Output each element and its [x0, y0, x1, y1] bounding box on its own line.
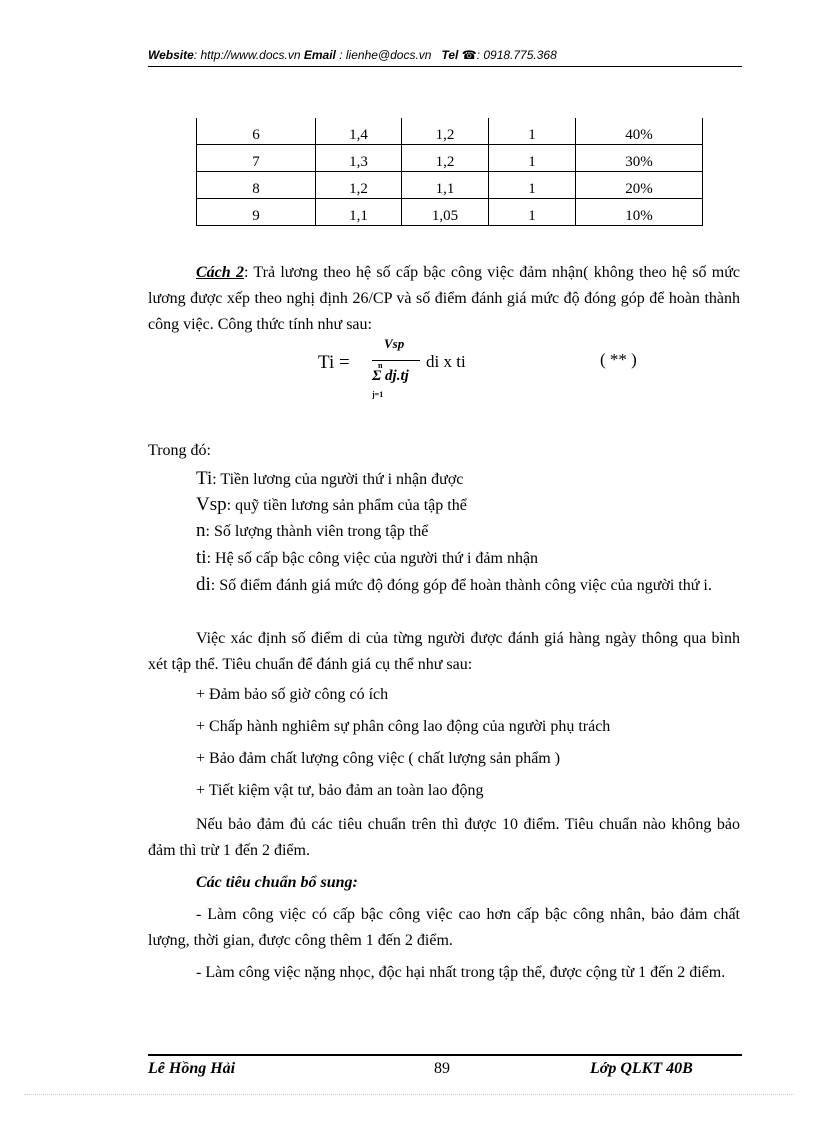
coefficient-table [196, 118, 703, 226]
header-rule [148, 66, 742, 67]
definition-symbol: di [196, 574, 211, 595]
formula-rhs: di x ti [426, 352, 466, 371]
criteria-item: + Đảm bảo số giờ công có ích [196, 686, 389, 703]
table-cell: 30% [576, 145, 703, 172]
table-row [197, 145, 703, 172]
definition-item [196, 545, 538, 572]
table-cell: 1,1 [402, 172, 489, 199]
formula [318, 338, 698, 408]
definition-symbol: Vsp [196, 494, 227, 515]
website-label: Website [148, 48, 194, 62]
definition-symbol: n [196, 520, 206, 541]
definition-text: : quỹ tiền lương sản phẩm của tập thể [226, 497, 467, 514]
method2-paragraph [148, 260, 740, 338]
paragraph-deduction: Nếu bảo đảm đủ các tiêu chuẩn trên thì được 10 điểm. Tiêu chuẩn nào không bảo đảm thì trừ 1 đến 2 điểm. [148, 816, 740, 859]
definition-di [148, 572, 740, 599]
footer-class: Lớp QLKT 40B [590, 1060, 693, 1077]
definition-text: : Tiền lương của người thứ i nhận được [212, 471, 464, 488]
formula-lhs: Ti = [318, 352, 350, 373]
formula-denominator: Σ dj.tj [372, 368, 409, 384]
table-cell: 10% [576, 199, 703, 226]
formula-numerator: Vsp [384, 336, 405, 351]
definition-text: : Hệ số cấp bậc công việc của người thứ i đảm nhận [206, 550, 539, 567]
definition-item [196, 518, 428, 545]
footer-author: Lê Hồng Hải [148, 1060, 236, 1077]
table-cell: 1,4 [316, 118, 402, 145]
tel-label: Tel [441, 48, 459, 62]
email-label: Email [303, 48, 336, 62]
table-cell: 20% [576, 172, 703, 199]
definition-text: : Số lượng thành viên trong tập thể [205, 523, 429, 540]
table-cell: 1 [489, 199, 576, 226]
table-cell: 40% [576, 118, 703, 145]
table-cell: 1,2 [402, 145, 489, 172]
table-cell: 1,05 [402, 199, 489, 226]
definition-symbol: Ti [196, 468, 213, 489]
method2-text: : Trả lương theo hệ số cấp bậc công việc đảm nhận( không theo hệ số mức lương được xếp theo nghị định 26/CP và số điểm đánh giá mức độ đóng góp để hoàn thành công việc. Công thức tính như sau: [148, 264, 741, 333]
footer-rule [148, 1054, 742, 1056]
table-cell: 1,2 [316, 172, 402, 199]
formula-fraction [372, 338, 420, 404]
table-cell: 1 [489, 172, 576, 199]
criteria-item: + Tiết kiệm vật tư, bảo đảm an toàn lao động [196, 782, 484, 799]
table-cell: 7 [197, 145, 316, 172]
page-header [148, 48, 740, 62]
definition-text: : Số điểm đánh giá mức độ đóng góp để hoàn thành công việc của người thứ i. [210, 577, 712, 594]
paragraph-scoring: Việc xác định số điểm di của từng người được đánh giá hàng ngày thông qua bình xét tập thể. Tiêu chuẩn để đánh giá cụ thể như sau: [148, 630, 740, 673]
definition-symbol: ti [196, 547, 207, 568]
table-cell: 1 [489, 118, 576, 145]
page-bottom-border [24, 1094, 794, 1095]
definitions-intro: Trong đó: [148, 442, 211, 459]
table-row [197, 199, 703, 226]
table-cell: 9 [197, 199, 316, 226]
sum-bottom: j=1 [372, 390, 384, 399]
sum-top: n [378, 361, 383, 370]
supplementary-item: - Làm công việc có cấp bậc công việc cao hơn cấp bậc công nhân, bảo đảm chất lượng, thời gian, được công thêm 1 đến 2 điểm. [148, 906, 740, 949]
page-number: 89 [434, 1060, 450, 1077]
definition-item [196, 492, 467, 519]
supplementary-title: Các tiêu chuẩn bổ sung: [196, 874, 358, 891]
email-value: : lienhe@docs.vn [339, 48, 432, 62]
table-cell: 1 [489, 145, 576, 172]
website-value: : http://www.docs.vn [193, 48, 301, 62]
table-row [197, 118, 703, 145]
method2-label: Cách 2 [196, 264, 244, 281]
table-cell: 1,2 [402, 118, 489, 145]
formula-tag: ( ** ) [600, 350, 637, 369]
criteria-item: + Chấp hành nghiêm sự phân công lao động của người phụ trách [196, 718, 611, 735]
criteria-item: + Bảo đảm chất lượng công việc ( chất lượng sản phẩm ) [196, 750, 561, 767]
definition-item [196, 466, 463, 493]
table-cell: 8 [197, 172, 316, 199]
supplementary-item: - Làm công việc nặng nhọc, độc hại nhất trong tập thể, được cộng từ 1 đến 2 điểm. [196, 964, 726, 981]
phone-icon: ☎ [461, 48, 477, 62]
table-cell: 1,1 [316, 199, 402, 226]
table-cell: 1,3 [316, 145, 402, 172]
table-row [197, 172, 703, 199]
tel-value: : 0918.775.368 [476, 48, 557, 62]
table-cell: 6 [197, 118, 316, 145]
